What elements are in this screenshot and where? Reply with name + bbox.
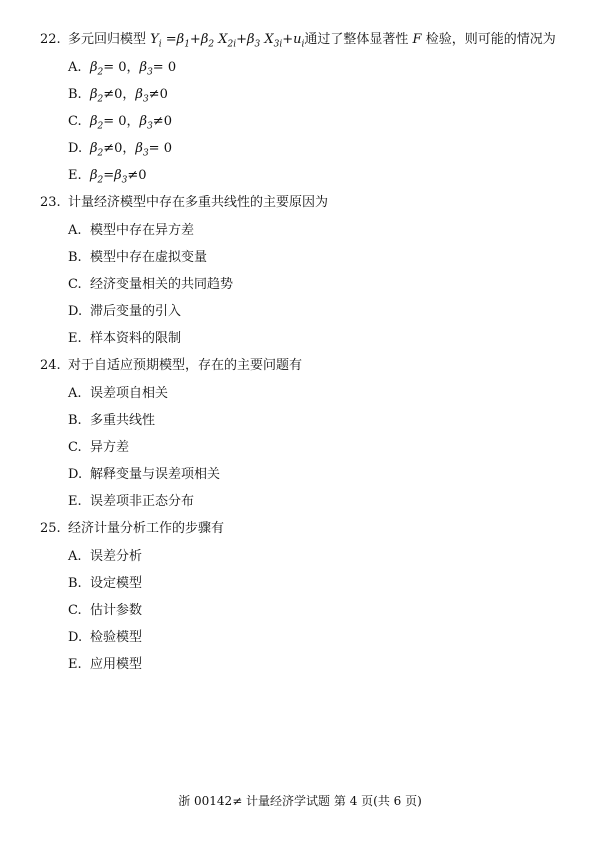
option-letter: E.: [68, 494, 82, 509]
option-25-c: [68, 602, 142, 620]
option-text: 异方差: [90, 440, 130, 455]
question-number: 22.: [40, 32, 61, 47]
option-text: 误差项非正态分布: [90, 494, 195, 509]
option-letter: E.: [68, 168, 82, 183]
option-letter: B.: [68, 413, 82, 428]
option-letter: C.: [68, 277, 82, 292]
option-23-e: [68, 330, 181, 348]
option-letter: B.: [68, 87, 82, 102]
option-text: =: [103, 168, 115, 183]
option-letter: A.: [68, 223, 82, 238]
option-letter: D.: [68, 141, 83, 156]
option-23-a: [68, 222, 194, 240]
beta: $\beta_3$: [114, 168, 128, 186]
question-23: [40, 194, 328, 212]
option-letter: E.: [68, 657, 82, 672]
option-25-a: [68, 548, 142, 566]
option-24-c: [68, 439, 129, 457]
beta: $\beta_2$: [90, 168, 104, 186]
option-letter: D.: [68, 630, 83, 645]
option-letter: D.: [68, 467, 83, 482]
option-25-d: [68, 629, 142, 647]
option-24-b: [68, 412, 155, 430]
beta: $\beta_3$: [135, 141, 149, 159]
option-text: 检验模型: [90, 630, 143, 645]
question-25: [40, 520, 224, 538]
option-text: = 0，: [103, 114, 140, 129]
question-text: 计量经济模型中存在多重共线性的主要原因为: [68, 195, 329, 210]
question-22: [40, 31, 556, 54]
option-text: ≠0，: [103, 87, 136, 102]
option-23-d: [68, 303, 181, 321]
question-text-prefix: 多元回归模型: [68, 32, 147, 47]
option-22-d: [68, 140, 172, 163]
option-text: 解释变量与误差项相关: [90, 467, 221, 482]
beta: $\beta_3$: [139, 60, 153, 78]
option-24-e: [68, 493, 194, 511]
beta: $\beta_3$: [135, 87, 149, 105]
question-number: 25.: [40, 521, 61, 536]
option-text: 滞后变量的引入: [90, 304, 182, 319]
regression-equation: $Y_i =\beta_1+\beta_2$ $X_{2i}+\beta_3$ $X_{3i}+u_i$: [150, 32, 305, 50]
beta: $\beta_2$: [90, 87, 104, 105]
question-text-suffix: 通过了整体显著性: [304, 32, 409, 47]
option-letter: C.: [68, 603, 82, 618]
option-24-d: [68, 466, 220, 484]
question-text: 对于自适应预期模型，存在的主要问题有: [68, 358, 303, 373]
option-text: ≠0: [152, 114, 172, 129]
option-25-b: [68, 575, 142, 593]
option-text: 模型中存在虚拟变量: [90, 250, 208, 265]
option-24-a: [68, 385, 168, 403]
option-text: = 0，: [103, 60, 140, 75]
option-22-c: [68, 113, 172, 136]
option-22-e: [68, 167, 147, 190]
option-letter: A.: [68, 549, 82, 564]
option-text: 应用模型: [90, 657, 143, 672]
option-text: 设定模型: [90, 576, 143, 591]
question-number: 24.: [40, 358, 61, 373]
option-text: 模型中存在异方差: [90, 223, 195, 238]
option-letter: D.: [68, 304, 83, 319]
option-text: = 0: [148, 141, 172, 156]
option-23-c: [68, 276, 233, 294]
option-letter: B.: [68, 576, 82, 591]
question-24: [40, 357, 302, 375]
beta: $\beta_2$: [90, 60, 104, 78]
option-22-a: [68, 59, 176, 82]
beta: $\beta_2$: [90, 114, 104, 132]
option-text: 样本资料的限制: [90, 331, 182, 346]
option-text: ≠0，: [103, 141, 136, 156]
beta: $\beta_2$: [90, 141, 104, 159]
option-text: 估计参数: [90, 603, 143, 618]
option-text: 经济变量相关的共同趋势: [90, 277, 234, 292]
option-letter: A.: [68, 60, 82, 75]
option-letter: C.: [68, 440, 82, 455]
option-text: 多重共线性: [90, 413, 156, 428]
f-symbol: F: [412, 32, 422, 47]
option-25-e: [68, 656, 142, 674]
option-letter: B.: [68, 250, 82, 265]
option-text: 误差分析: [90, 549, 143, 564]
option-text: ≠0: [148, 87, 168, 102]
question-text-end: 检验，则可能的情况为: [425, 32, 556, 47]
question-text: 经济计量分析工作的步骤有: [68, 521, 225, 536]
option-letter: E.: [68, 331, 82, 346]
option-text: 误差项自相关: [90, 386, 169, 401]
option-letter: C.: [68, 114, 82, 129]
beta: $\beta_3$: [139, 114, 153, 132]
option-text: = 0: [152, 60, 177, 75]
page-footer: 浙 00142≠ 计量经济学试题 第 4 页(共 6 页): [178, 794, 422, 808]
option-22-b: [68, 86, 168, 109]
option-letter: A.: [68, 386, 82, 401]
question-number: 23.: [40, 195, 61, 210]
option-23-b: [68, 249, 207, 267]
option-text: ≠0: [127, 168, 147, 183]
